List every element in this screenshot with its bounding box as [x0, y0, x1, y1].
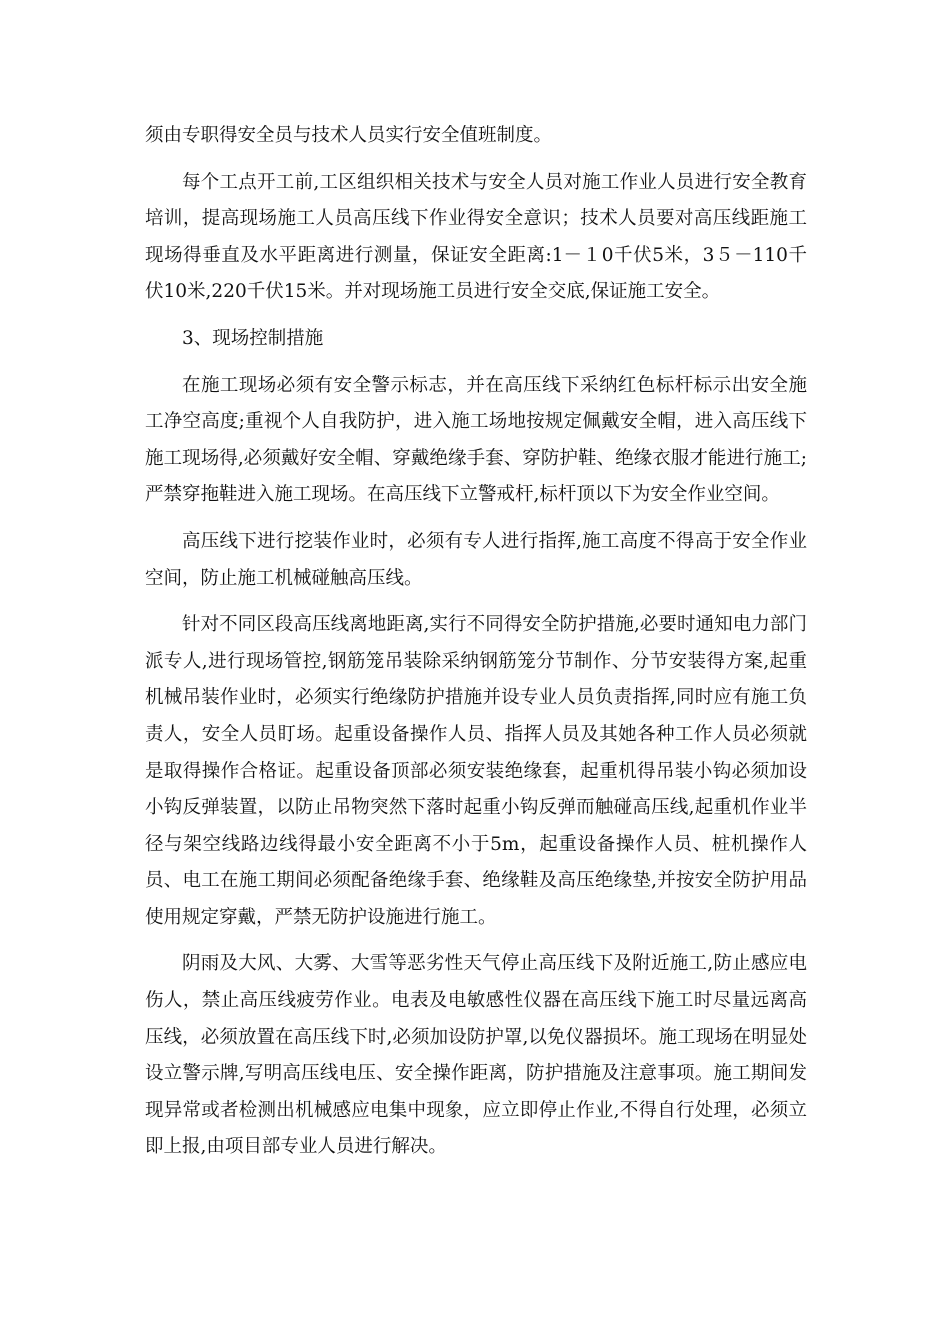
paragraph-continuation: 须由专职得安全员与技术人员实行安全值班制度。	[145, 125, 553, 146]
section-heading-site-control: 3、现场控制措施	[182, 327, 324, 349]
document-body	[145, 118, 807, 1176]
paragraph-warning-signs: 在施工现场必须有安全警示标志，并在高压线下采纳红色标杆标示出安全施工净空高度;重视个人自我防护，进入施工场地按规定佩戴安全帽，进入高压线下施工现场得,必须戴好安全帽、穿戴绝缘手套、穿防护鞋、绝缘衣服才能进行施工;严禁穿拖鞋进入施工现场。在高压线下立警戒杆,标杆顶以下为安全作业空间。	[145, 374, 807, 506]
paragraph-safety-training: 每个工点开工前,工区组织相关技术与安全人员对施工作业人员进行安全教育培训，提高现场施工人员高压线下作业得安全意识；技术人员要对高压线距施工现场得垂直及水平距离进行测量，保证安全距离:1－１0千伏5米，3５－110千伏10米,220千伏15米。并对现场施工员进行安全交底,保证施工安全。	[145, 171, 807, 303]
paragraph-bad-weather: 阴雨及大风、大雾、大雪等恶劣性天气停止高压线下及附近施工,防止感应电伤人，禁止高压线疲劳作业。电表及电敏感性仪器在高压线下施工时尽量远离高压线，必须放置在高压线下时,必须加设防护罩,以免仪器损坏。施工现场在明显处设立警示牌,写明高压线电压、安全操作距离，防护措施及注意事项。施工期间发现异常或者检测出机械感应电集中现象，应立即停止作业,不得自行处理，必须立即上报,由项目部专业人员进行解决。	[145, 953, 807, 1158]
paragraph-lifting-measures: 针对不同区段高压线离地距离,实行不同得安全防护措施,必要时通知电力部门派专人,进行现场管控,钢筋笼吊装除采纳钢筋笼分节制作、分节安装得方案,起重机械吊装作业时，必须实行绝缘防护措施并设专业人员负责指挥,同时应有施工负责人，安全人员盯场。起重设备操作人员、指挥人员及其她各种工作人员必须就是取得操作合格证。起重设备顶部必须安装绝缘套，起重机得吊装小钩必须加设小钩反弹装置，以防止吊物突然下落时起重小钩反弹而触碰高压线,起重机作业半径与架空线路边线得最小安全距离不小于5m，起重设备操作人员、桩机操作人员、电工在施工期间必须配备绝缘手套、绝缘鞋及高压绝缘垫,并按安全防护用品使用规定穿戴，严禁无防护设施进行施工。	[145, 614, 807, 928]
paragraph-excavation-command: 高压线下进行挖装作业时，必须有专人进行指挥,施工高度不得高于安全作业空间，防止施工机械碰触高压线。	[145, 530, 807, 589]
